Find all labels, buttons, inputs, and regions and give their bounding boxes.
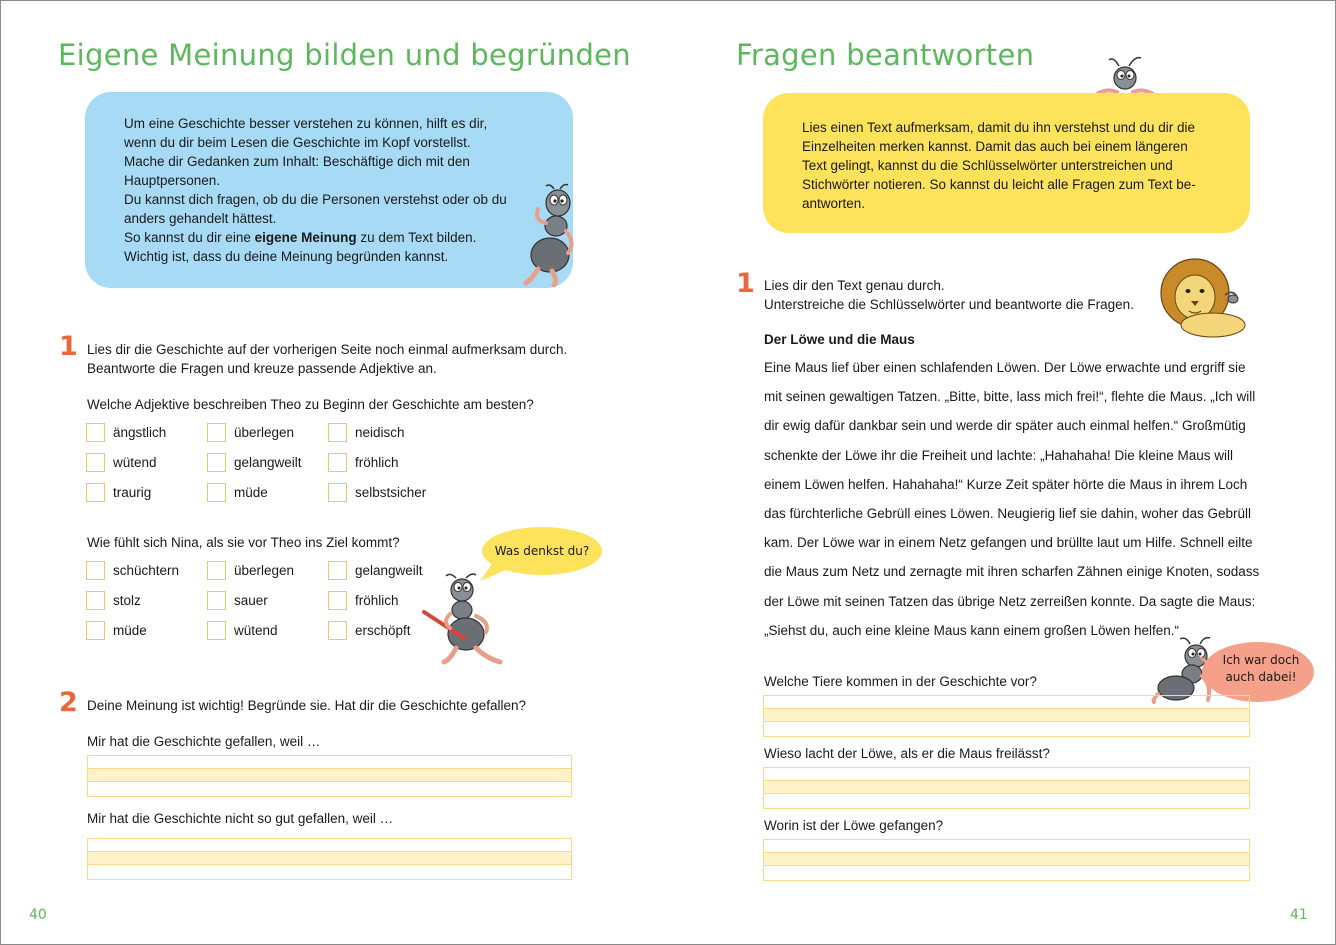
- question-theo-adjectives: Welche Adjektive beschreiben Theo zu Beginn der Geschichte am besten?: [87, 397, 534, 412]
- writing-line: [88, 865, 571, 878]
- task-number: 1: [59, 331, 78, 362]
- writing-line: [88, 769, 571, 782]
- checkbox-option[interactable]: [207, 560, 294, 580]
- task-number: 1: [736, 268, 755, 299]
- writing-line: [88, 782, 571, 795]
- info-line: Mache dir Gedanken zum Inhalt: Beschäftige dich mit den: [124, 154, 470, 169]
- prompt-not-liked: Mir hat die Geschichte nicht so gut gefallen, weil …: [87, 811, 394, 826]
- story-title: Der Löwe und die Maus: [764, 332, 915, 347]
- info-line: Text gelingt, kannst du die Schlüsselwörter unterstreichen und: [802, 158, 1173, 173]
- option-label: schüchtern: [113, 562, 180, 578]
- task1-instruction-line2: Beantworte die Fragen und kreuze passende Adjektive an.: [87, 361, 437, 376]
- question-why-laugh: Wieso lacht der Löwe, als er die Maus freilässt?: [764, 746, 1050, 761]
- right-page-title: Fragen beantworten: [736, 38, 1035, 72]
- ant-peeking-illustration: [1093, 54, 1157, 98]
- speech-bubble-ich-war-doch: [1206, 648, 1316, 690]
- task1-instruction-line1: Lies dir die Geschichte auf der vorherigen Seite noch einmal aufmerksam durch.: [87, 342, 568, 357]
- left-page-title: Eigene Meinung bilden und begründen: [58, 38, 631, 72]
- writing-line: [764, 866, 1249, 879]
- checkbox-option[interactable]: [207, 422, 294, 442]
- option-label: gelangweilt: [234, 454, 302, 470]
- page-number-right: 41: [1290, 907, 1308, 923]
- story-line: der Löwe mit seinen Tatzen das übrige Netz zerreißen konnte. Da sagte die Maus:: [764, 593, 1256, 609]
- checkbox-option[interactable]: [207, 452, 302, 472]
- option-label: traurig: [113, 484, 152, 500]
- checkbox-option[interactable]: [207, 482, 268, 502]
- lion-illustration: [1155, 255, 1249, 341]
- left-info-text: [124, 114, 544, 266]
- info-text-bold: eigene Meinung: [254, 230, 357, 245]
- page-number-left: 40: [29, 907, 47, 923]
- info-line: wenn du dir beim Lesen die Geschichte im Kopf vorstellst.: [124, 135, 471, 150]
- checkbox[interactable]: [207, 423, 226, 442]
- checkbox[interactable]: [207, 483, 226, 502]
- option-label: stolz: [113, 592, 141, 608]
- checkbox[interactable]: [86, 483, 105, 502]
- checkbox[interactable]: [328, 561, 347, 580]
- checkbox-option[interactable]: [328, 452, 399, 472]
- checkbox[interactable]: [86, 621, 105, 640]
- option-label: fröhlich: [355, 592, 399, 608]
- checkbox[interactable]: [328, 591, 347, 610]
- writing-line: [88, 756, 571, 769]
- writing-line: [764, 853, 1249, 866]
- option-label: überlegen: [234, 562, 295, 578]
- writing-line: [88, 839, 571, 852]
- checkbox[interactable]: [86, 591, 105, 610]
- option-label: überlegen: [234, 424, 295, 440]
- prompt-liked: Mir hat die Geschichte gefallen, weil …: [87, 734, 321, 749]
- writing-line: [764, 781, 1249, 794]
- option-label: müde: [234, 484, 268, 500]
- story-line: das fürchterliche Gebrüll eines Löwen. Neugierig lief sie dahin, woher das Gebrüll: [764, 506, 1252, 522]
- writing-line: [764, 722, 1249, 735]
- ant-pencil-illustration: [420, 572, 512, 668]
- option-label: wütend: [113, 454, 157, 470]
- checkbox-option[interactable]: [207, 620, 278, 640]
- question-animals: Welche Tiere kommen in der Geschichte vor?: [764, 674, 1037, 689]
- checkbox[interactable]: [86, 561, 105, 580]
- info-line: anders gehandelt hättest.: [124, 211, 277, 226]
- info-line: Einzelheiten merken kannst. Damit das auch bei einem längeren: [802, 139, 1188, 154]
- task2-instruction: Deine Meinung ist wichtig! Begründe sie. Hat dir die Geschichte gefallen?: [87, 698, 526, 713]
- story-text: [764, 353, 1274, 645]
- story-line: kam. Der Löwe war in einem Netz gefangen und brüllte laut um Hilfe. Schnell eilte: [764, 535, 1253, 551]
- checkbox[interactable]: [328, 483, 347, 502]
- checkbox-option[interactable]: [86, 590, 141, 610]
- answer-lines[interactable]: [763, 695, 1250, 737]
- info-line: Hauptpersonen.: [124, 173, 221, 188]
- info-line: Stichwörter notieren. So kannst du leicht alle Fragen zum Text be-: [802, 177, 1196, 192]
- writing-lines[interactable]: [87, 838, 572, 880]
- checkbox[interactable]: [328, 423, 347, 442]
- writing-line: [764, 794, 1249, 807]
- checkbox-option[interactable]: [328, 422, 405, 442]
- right-task-instruction-line2: Unterstreiche die Schlüsselwörter und beantworte die Fragen.: [764, 297, 1134, 312]
- option-label: fröhlich: [355, 454, 399, 470]
- option-label: wütend: [234, 622, 278, 638]
- checkbox-option[interactable]: [328, 620, 411, 640]
- checkbox[interactable]: [207, 453, 226, 472]
- writing-lines[interactable]: [87, 755, 572, 797]
- writing-line: [764, 768, 1249, 781]
- checkbox-option[interactable]: [86, 560, 179, 580]
- task-number: 2: [59, 687, 78, 718]
- checkbox-option[interactable]: [207, 590, 268, 610]
- ant-waving-illustration: [518, 183, 580, 291]
- info-line: antworten.: [802, 196, 866, 211]
- option-label: gelangweilt: [355, 562, 423, 578]
- checkbox-option[interactable]: [86, 620, 147, 640]
- checkbox[interactable]: [86, 423, 105, 442]
- checkbox-option[interactable]: [328, 590, 399, 610]
- bubble-line: auch dabei!: [1225, 670, 1297, 684]
- checkbox-option[interactable]: [328, 560, 423, 580]
- checkbox-option[interactable]: [86, 422, 166, 442]
- writing-line: [764, 696, 1249, 709]
- option-label: müde: [113, 622, 147, 638]
- info-line: Um eine Geschichte besser verstehen zu können, hilft es dir,: [124, 116, 488, 131]
- answer-lines[interactable]: [763, 839, 1250, 881]
- question-caught-in: Worin ist der Löwe gefangen?: [764, 818, 944, 833]
- checkbox-option[interactable]: [328, 482, 426, 502]
- speech-bubble-was-denkst-du: Was denkst du?: [494, 543, 590, 558]
- info-line: [124, 228, 544, 247]
- story-line: dir ewig dafür dankbar sein und werde dir später auch einmal helfen.“ Großmütig: [764, 418, 1246, 434]
- checkbox-option[interactable]: [86, 452, 157, 472]
- right-task-instruction-line1: Lies dir den Text genau durch.: [764, 278, 945, 293]
- info-text-pre: So kannst du dir eine: [124, 230, 255, 245]
- answer-lines[interactable]: [763, 767, 1250, 809]
- checkbox[interactable]: [207, 621, 226, 640]
- story-line: mit seinen gewaltigen Tatzen. „Bitte, bitte, lass mich frei!“, flehte die Maus. „Ich will: [764, 389, 1256, 405]
- option-label: neidisch: [355, 424, 405, 440]
- checkbox[interactable]: [207, 561, 226, 580]
- checkbox[interactable]: [328, 453, 347, 472]
- writing-line: [764, 840, 1249, 853]
- bubble-line: Ich war doch: [1222, 653, 1300, 667]
- option-label: ängstlich: [113, 424, 167, 440]
- question-nina-feeling: Wie fühlt sich Nina, als sie vor Theo ins Ziel kommt?: [87, 535, 400, 550]
- checkbox[interactable]: [86, 453, 105, 472]
- option-label: selbstsicher: [355, 484, 427, 500]
- story-line: schenkte der Löwe ihr die Freiheit und lachte: „Hahahaha! Die kleine Maus will: [764, 447, 1233, 463]
- checkbox-option[interactable]: [86, 482, 151, 502]
- right-info-text: [802, 118, 1222, 213]
- writing-line: [764, 709, 1249, 722]
- story-line: „Siehst du, auch eine kleine Maus kann einem großen Löwen helfen.“: [764, 622, 1179, 638]
- option-label: sauer: [234, 592, 268, 608]
- info-line: Du kannst dich fragen, ob du die Personen verstehst oder ob du: [124, 192, 507, 207]
- info-text-post: zu dem Text bilden.: [356, 230, 477, 245]
- option-label: erschöpft: [355, 622, 411, 638]
- checkbox[interactable]: [207, 591, 226, 610]
- story-line: einem Löwen helfen. Hahahaha!“ Kurze Zeit später hörte die Maus in ihrem Loch: [764, 476, 1248, 492]
- info-line: Lies einen Text aufmerksam, damit du ihn verstehst und du dir die: [802, 120, 1195, 135]
- writing-line: [88, 852, 571, 865]
- checkbox[interactable]: [328, 621, 347, 640]
- info-line: Wichtig ist, dass du deine Meinung begründen kannst.: [124, 249, 449, 264]
- story-line: die Maus zum Netz und zernagte mit ihren scharfen Zähnen einige Knoten, sodass: [764, 564, 1260, 580]
- story-line: Eine Maus lief über einen schlafenden Löwen. Der Löwe erwachte und ergriff sie: [764, 360, 1246, 375]
